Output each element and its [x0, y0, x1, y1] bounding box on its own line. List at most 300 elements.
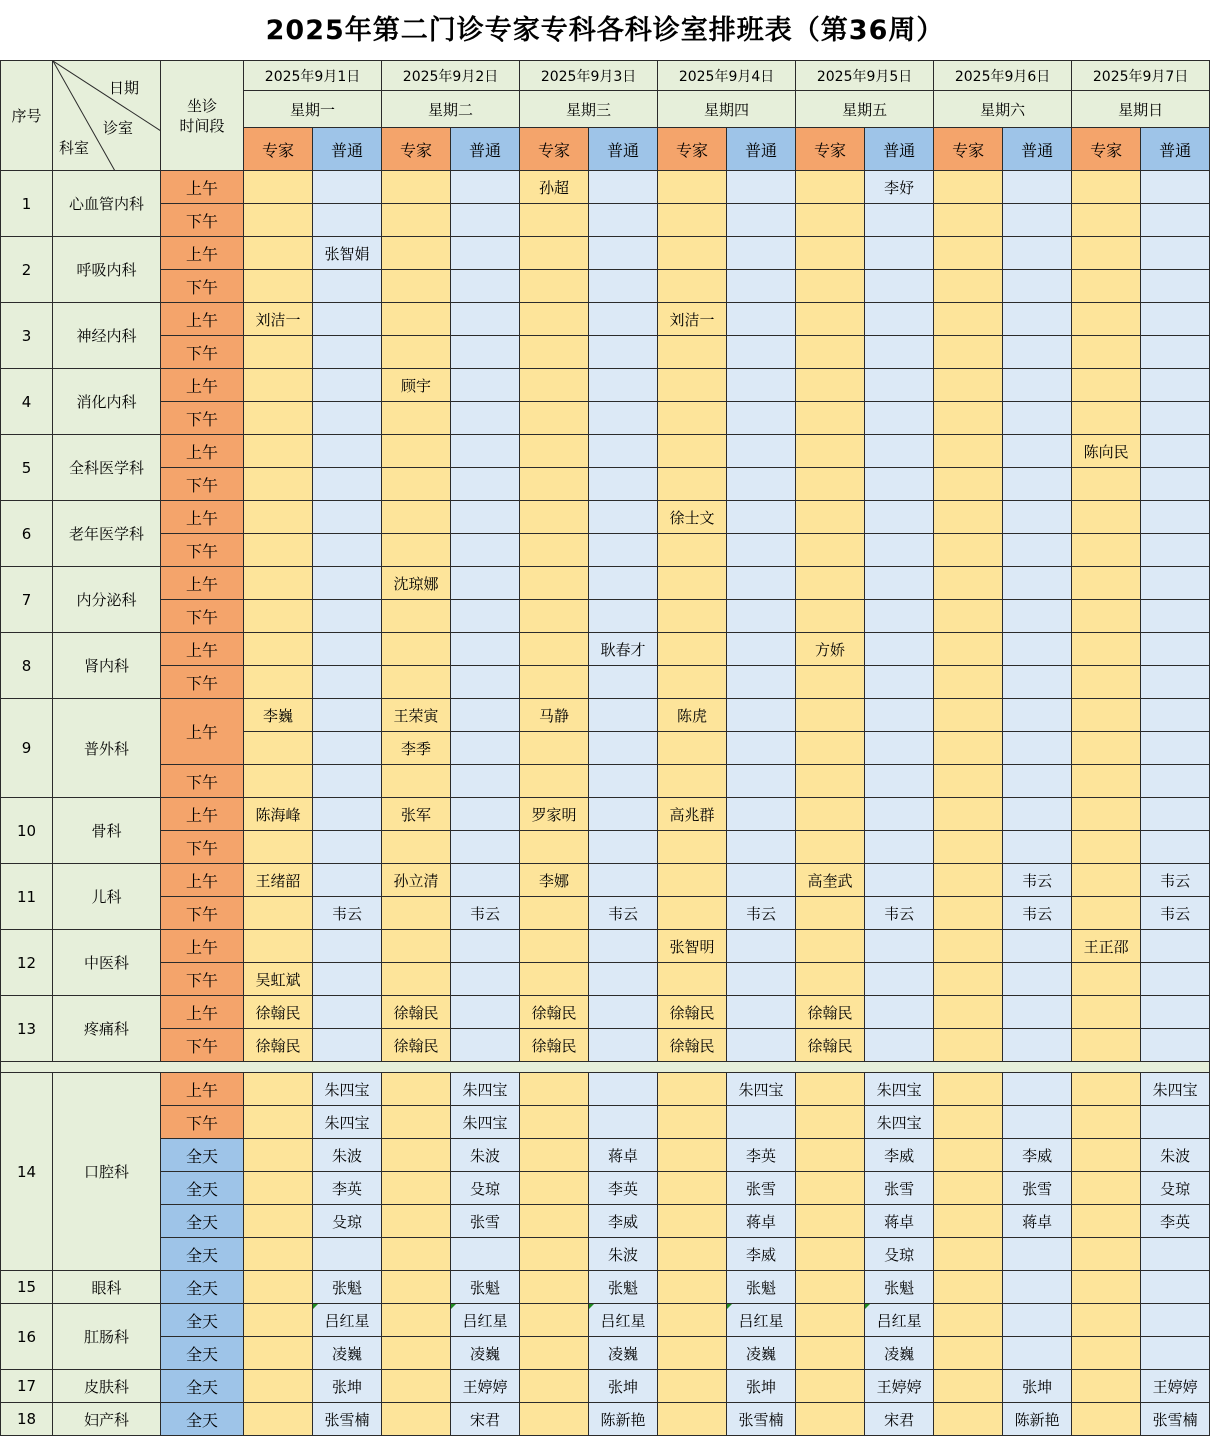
expert-cell: [658, 1172, 727, 1205]
expert-cell: [520, 468, 589, 501]
expert-cell: [934, 930, 1003, 963]
department-name: 肾内科: [53, 633, 161, 699]
normal-cell: [865, 732, 934, 765]
normal-cell: [451, 402, 520, 435]
expert-cell: [382, 1370, 451, 1403]
normal-cell: [451, 171, 520, 204]
time-slot: 下午: [161, 765, 244, 798]
expert-cell: [382, 1238, 451, 1271]
expert-cell: 徐翰民: [382, 996, 451, 1029]
expert-cell: [796, 468, 865, 501]
normal-cell: 朱四宝: [451, 1073, 520, 1106]
normal-cell: [313, 171, 382, 204]
table-row: [1, 567, 1210, 600]
table-row: [1, 369, 1210, 402]
expert-cell: [244, 1139, 313, 1172]
normal-cell: 朱四宝: [1141, 1073, 1210, 1106]
expert-cell: 徐翰民: [796, 996, 865, 1029]
time-slot: 全天: [161, 1238, 244, 1271]
normal-cell: [313, 369, 382, 402]
expert-cell: [934, 468, 1003, 501]
time-slot: 全天: [161, 1304, 244, 1337]
expert-cell: 陈海峰: [244, 798, 313, 831]
expert-cell: 王正邵: [1072, 930, 1141, 963]
department-name: 骨科: [53, 798, 161, 864]
normal-cell: 韦云: [727, 897, 796, 930]
header-date: 2025年9月4日: [658, 61, 796, 91]
expert-cell: [1072, 600, 1141, 633]
normal-cell: [589, 534, 658, 567]
row-number: 14: [1, 1073, 53, 1271]
normal-cell: 朱四宝: [451, 1106, 520, 1139]
normal-cell: [727, 864, 796, 897]
expert-cell: [520, 1205, 589, 1238]
expert-cell: [796, 567, 865, 600]
normal-cell: 韦云: [1003, 897, 1072, 930]
normal-cell: 韦云: [865, 897, 934, 930]
normal-cell: [313, 303, 382, 336]
normal-cell: [865, 336, 934, 369]
expert-cell: 孙超: [520, 171, 589, 204]
header-date: 2025年9月6日: [934, 61, 1072, 91]
expert-cell: [1072, 996, 1141, 1029]
time-slot: 上午: [161, 369, 244, 402]
table-row: [1, 600, 1210, 633]
table-row: [1, 204, 1210, 237]
expert-cell: [382, 963, 451, 996]
expert-cell: [382, 171, 451, 204]
expert-cell: [934, 1370, 1003, 1403]
normal-cell: [589, 1073, 658, 1106]
expert-cell: [520, 1403, 589, 1436]
table-row: [1, 402, 1210, 435]
normal-cell: 李英: [727, 1139, 796, 1172]
normal-cell: 朱四宝: [313, 1073, 382, 1106]
normal-cell: 凌巍: [313, 1337, 382, 1370]
normal-cell: [727, 336, 796, 369]
normal-cell: [451, 633, 520, 666]
expert-cell: [796, 237, 865, 270]
normal-cell: [1141, 1304, 1210, 1337]
expert-cell: [244, 435, 313, 468]
normal-cell: 凌巍: [589, 1337, 658, 1370]
normal-cell: 李威: [589, 1205, 658, 1238]
expert-cell: [1072, 1106, 1141, 1139]
expert-cell: [796, 1271, 865, 1304]
header-date: 2025年9月5日: [796, 61, 934, 91]
header-normal: 普通: [865, 128, 934, 171]
normal-cell: [1003, 633, 1072, 666]
normal-cell: [1003, 171, 1072, 204]
expert-cell: [934, 336, 1003, 369]
expert-cell: [658, 468, 727, 501]
time-slot: 全天: [161, 1370, 244, 1403]
expert-cell: [658, 864, 727, 897]
expert-cell: [520, 1139, 589, 1172]
normal-cell: [451, 765, 520, 798]
table-row: [1, 1337, 1210, 1370]
expert-cell: [1072, 1172, 1141, 1205]
normal-cell: [589, 369, 658, 402]
expert-cell: [520, 633, 589, 666]
expert-cell: [796, 171, 865, 204]
expert-cell: [1072, 699, 1141, 732]
normal-cell: 李英: [589, 1172, 658, 1205]
expert-cell: 张智明: [658, 930, 727, 963]
time-slot: 上午: [161, 864, 244, 897]
normal-cell: [1141, 303, 1210, 336]
header-expert: 专家: [934, 128, 1003, 171]
normal-cell: 吕红星: [313, 1304, 382, 1337]
normal-cell: [727, 699, 796, 732]
normal-cell: 李威: [727, 1238, 796, 1271]
normal-cell: [451, 435, 520, 468]
expert-cell: [658, 204, 727, 237]
expert-cell: [1072, 171, 1141, 204]
time-slot: 上午: [161, 237, 244, 270]
normal-cell: [865, 600, 934, 633]
normal-cell: [313, 996, 382, 1029]
normal-cell: [727, 270, 796, 303]
expert-cell: [796, 1238, 865, 1271]
normal-cell: [589, 996, 658, 1029]
expert-cell: [382, 402, 451, 435]
normal-cell: [865, 369, 934, 402]
expert-cell: [796, 1205, 865, 1238]
normal-cell: [589, 600, 658, 633]
expert-cell: [382, 600, 451, 633]
expert-cell: [382, 435, 451, 468]
expert-cell: [520, 1337, 589, 1370]
normal-cell: [1003, 1337, 1072, 1370]
normal-cell: 张魁: [727, 1271, 796, 1304]
normal-cell: [589, 864, 658, 897]
expert-cell: 徐翰民: [244, 996, 313, 1029]
expert-cell: [658, 369, 727, 402]
normal-cell: 李威: [865, 1139, 934, 1172]
expert-cell: [520, 600, 589, 633]
table-row: [1, 534, 1210, 567]
normal-cell: [1141, 1238, 1210, 1271]
time-slot: 下午: [161, 1106, 244, 1139]
expert-cell: [658, 1106, 727, 1139]
normal-cell: 殳琼: [313, 1205, 382, 1238]
normal-cell: [865, 930, 934, 963]
expert-cell: [520, 1073, 589, 1106]
normal-cell: [865, 633, 934, 666]
normal-cell: 张魁: [865, 1271, 934, 1304]
normal-cell: [1003, 270, 1072, 303]
table-row: [1, 1403, 1210, 1436]
header-normal: 普通: [451, 128, 520, 171]
row-number: 4: [1, 369, 53, 435]
normal-cell: [1141, 369, 1210, 402]
expert-cell: [520, 1172, 589, 1205]
normal-cell: [727, 831, 796, 864]
schedule-table: [0, 60, 1210, 1436]
row-number: 9: [1, 699, 53, 798]
expert-cell: [244, 897, 313, 930]
header-date: 2025年9月7日: [1072, 61, 1210, 91]
normal-cell: [727, 204, 796, 237]
expert-cell: [934, 666, 1003, 699]
row-number: 10: [1, 798, 53, 864]
expert-cell: [382, 1271, 451, 1304]
expert-cell: [520, 1304, 589, 1337]
normal-cell: [451, 501, 520, 534]
row-number: 5: [1, 435, 53, 501]
expert-cell: [658, 1073, 727, 1106]
header-expert: 专家: [520, 128, 589, 171]
normal-cell: [1141, 1106, 1210, 1139]
normal-cell: [1141, 666, 1210, 699]
header-normal: 普通: [1003, 128, 1072, 171]
expert-cell: [934, 1238, 1003, 1271]
normal-cell: 凌巍: [451, 1337, 520, 1370]
expert-cell: 张军: [382, 798, 451, 831]
time-slot: 下午: [161, 963, 244, 996]
header-weekday: 星期二: [382, 91, 520, 128]
normal-cell: [589, 699, 658, 732]
expert-cell: [1072, 534, 1141, 567]
expert-cell: [934, 897, 1003, 930]
normal-cell: [865, 765, 934, 798]
expert-cell: [244, 204, 313, 237]
normal-cell: 朱波: [451, 1139, 520, 1172]
time-slot: 上午: [161, 699, 244, 765]
expert-cell: [244, 1403, 313, 1436]
time-slot: 全天: [161, 1172, 244, 1205]
expert-cell: [520, 930, 589, 963]
normal-cell: 李英: [313, 1172, 382, 1205]
table-row: [1, 336, 1210, 369]
section-divider: [1, 1062, 1210, 1073]
normal-cell: [589, 567, 658, 600]
expert-cell: [796, 1370, 865, 1403]
expert-cell: [244, 600, 313, 633]
normal-cell: [1141, 402, 1210, 435]
table-row: [1, 897, 1210, 930]
expert-cell: [1072, 897, 1141, 930]
header-time-slot: 坐诊 时间段: [161, 61, 244, 171]
expert-cell: [934, 369, 1003, 402]
expert-cell: [658, 1238, 727, 1271]
normal-cell: [727, 402, 796, 435]
expert-cell: [382, 633, 451, 666]
expert-cell: [658, 831, 727, 864]
expert-cell: [1072, 336, 1141, 369]
expert-cell: [934, 303, 1003, 336]
normal-cell: [727, 534, 796, 567]
department-name: 疼痛科: [53, 996, 161, 1062]
normal-cell: [451, 996, 520, 1029]
normal-cell: [589, 798, 658, 831]
expert-cell: [934, 1073, 1003, 1106]
expert-cell: [520, 501, 589, 534]
expert-cell: [796, 501, 865, 534]
normal-cell: 吕红星: [865, 1304, 934, 1337]
row-number: 1: [1, 171, 53, 237]
department-name: 心血管内科: [53, 171, 161, 237]
normal-cell: [451, 666, 520, 699]
expert-cell: 顾宇: [382, 369, 451, 402]
normal-cell: 朱四宝: [865, 1073, 934, 1106]
time-slot: 全天: [161, 1205, 244, 1238]
time-slot: 上午: [161, 930, 244, 963]
expert-cell: [658, 1337, 727, 1370]
normal-cell: [1003, 336, 1072, 369]
time-slot: 下午: [161, 666, 244, 699]
normal-cell: 张雪: [451, 1205, 520, 1238]
normal-cell: [865, 402, 934, 435]
header-expert: 专家: [658, 128, 727, 171]
expert-cell: [244, 1205, 313, 1238]
normal-cell: [451, 204, 520, 237]
time-slot: 下午: [161, 270, 244, 303]
normal-cell: [589, 1106, 658, 1139]
expert-cell: [520, 1106, 589, 1139]
table-row: [1, 1172, 1210, 1205]
time-slot: 全天: [161, 1139, 244, 1172]
normal-cell: 张雪楠: [1141, 1403, 1210, 1436]
normal-cell: [589, 468, 658, 501]
expert-cell: [658, 336, 727, 369]
expert-cell: [520, 765, 589, 798]
time-slot: 全天: [161, 1403, 244, 1436]
normal-cell: [727, 963, 796, 996]
header-weekday: 星期四: [658, 91, 796, 128]
expert-cell: [934, 765, 1003, 798]
normal-cell: [1003, 930, 1072, 963]
header-weekday: 星期六: [934, 91, 1072, 128]
normal-cell: [865, 666, 934, 699]
header-weekday: 星期一: [244, 91, 382, 128]
normal-cell: 朱波: [589, 1238, 658, 1271]
normal-cell: 张雪: [727, 1172, 796, 1205]
table-row: [1, 1106, 1210, 1139]
normal-cell: 蒋卓: [589, 1139, 658, 1172]
normal-cell: [1141, 237, 1210, 270]
time-slot: 下午: [161, 600, 244, 633]
expert-cell: [658, 1304, 727, 1337]
expert-cell: [796, 336, 865, 369]
normal-cell: [865, 468, 934, 501]
expert-cell: [796, 699, 865, 732]
header-expert: 专家: [244, 128, 313, 171]
expert-cell: 徐士文: [658, 501, 727, 534]
expert-cell: [796, 1106, 865, 1139]
expert-cell: [658, 270, 727, 303]
expert-cell: [796, 798, 865, 831]
time-slot: 上午: [161, 996, 244, 1029]
department-name: 普外科: [53, 699, 161, 798]
normal-cell: 张坤: [589, 1370, 658, 1403]
expert-cell: [796, 534, 865, 567]
expert-cell: [934, 204, 1003, 237]
normal-cell: [1003, 369, 1072, 402]
expert-cell: [796, 600, 865, 633]
expert-cell: [244, 1304, 313, 1337]
normal-cell: [1141, 270, 1210, 303]
normal-cell: [727, 600, 796, 633]
expert-cell: [934, 534, 1003, 567]
normal-cell: [451, 567, 520, 600]
normal-cell: 李威: [1003, 1139, 1072, 1172]
department-name: 呼吸内科: [53, 237, 161, 303]
row-number: 6: [1, 501, 53, 567]
expert-cell: [1072, 732, 1141, 765]
expert-cell: [244, 1106, 313, 1139]
expert-cell: [658, 765, 727, 798]
expert-cell: 刘洁一: [658, 303, 727, 336]
expert-cell: [244, 567, 313, 600]
expert-cell: [1072, 864, 1141, 897]
row-number: 3: [1, 303, 53, 369]
table-row: [1, 1205, 1210, 1238]
normal-cell: [1003, 1106, 1072, 1139]
normal-cell: [589, 237, 658, 270]
header-corner: [53, 61, 161, 171]
normal-cell: [313, 1238, 382, 1271]
row-number: 8: [1, 633, 53, 699]
expert-cell: [658, 963, 727, 996]
normal-cell: 李妤: [865, 171, 934, 204]
normal-cell: [1141, 171, 1210, 204]
table-row: [1, 1073, 1210, 1106]
expert-cell: [520, 831, 589, 864]
expert-cell: [934, 1029, 1003, 1062]
table-row: [1, 171, 1210, 204]
normal-cell: [451, 963, 520, 996]
expert-cell: [1072, 204, 1141, 237]
expert-cell: [658, 600, 727, 633]
normal-cell: [313, 1029, 382, 1062]
table-row: [1, 798, 1210, 831]
header-normal: 普通: [727, 128, 796, 171]
normal-cell: [451, 831, 520, 864]
department-name: 老年医学科: [53, 501, 161, 567]
expert-cell: [934, 237, 1003, 270]
row-number: 7: [1, 567, 53, 633]
department-name: 消化内科: [53, 369, 161, 435]
expert-cell: [658, 633, 727, 666]
expert-cell: [658, 1139, 727, 1172]
expert-cell: 徐翰民: [658, 1029, 727, 1062]
normal-cell: [1003, 534, 1072, 567]
row-number: 17: [1, 1370, 53, 1403]
corner-date-label: 日期: [109, 79, 140, 97]
normal-cell: 张坤: [1003, 1370, 1072, 1403]
expert-cell: [244, 930, 313, 963]
normal-cell: [865, 270, 934, 303]
expert-cell: 王荣寅: [382, 699, 451, 732]
normal-cell: 王婷婷: [451, 1370, 520, 1403]
normal-cell: [313, 468, 382, 501]
expert-cell: [934, 171, 1003, 204]
time-slot: 下午: [161, 336, 244, 369]
normal-cell: [589, 435, 658, 468]
normal-cell: [1003, 666, 1072, 699]
expert-cell: [244, 831, 313, 864]
expert-cell: 陈虎: [658, 699, 727, 732]
department-name: 皮肤科: [53, 1370, 161, 1403]
normal-cell: [451, 1238, 520, 1271]
normal-cell: [451, 864, 520, 897]
time-slot: 下午: [161, 897, 244, 930]
expert-cell: [520, 303, 589, 336]
normal-cell: [727, 237, 796, 270]
header-date: 2025年9月1日: [244, 61, 382, 91]
